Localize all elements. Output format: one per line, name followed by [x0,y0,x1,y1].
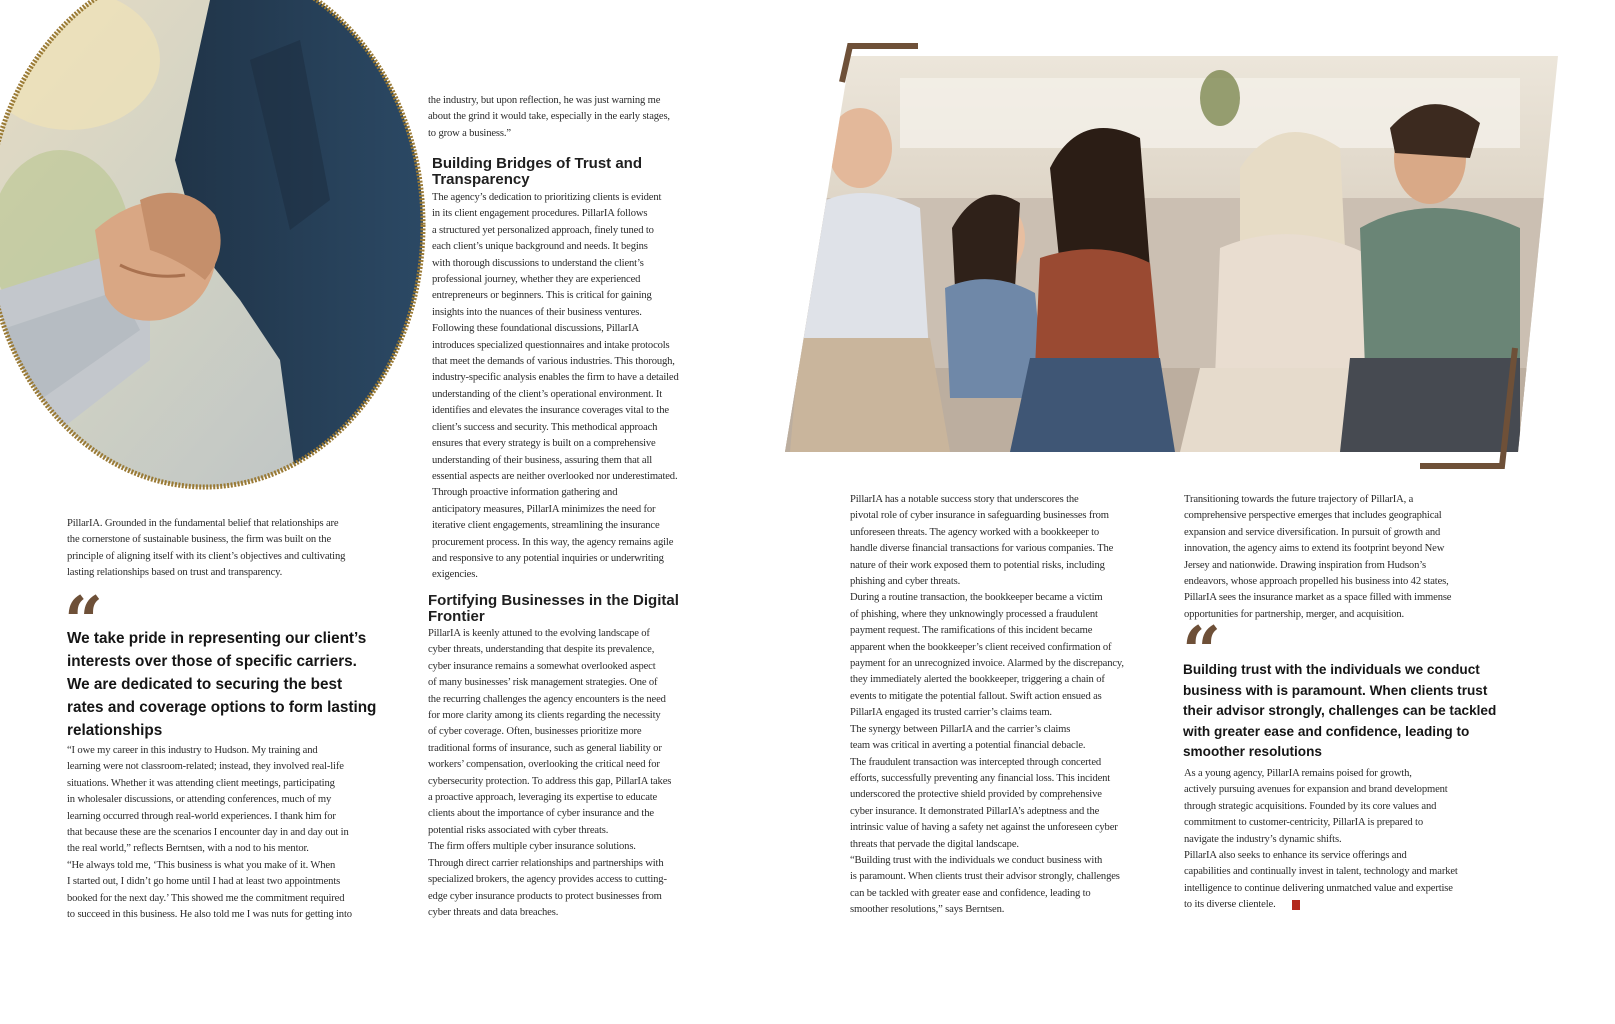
handshake-photo [0,0,440,510]
quote-icon: “ [64,592,104,636]
quote-icon: “ [1182,622,1222,666]
end-mark-icon [1292,900,1300,910]
cyber-section-text: PillarIA is keenly attuned to the evolving landscape of cyber threats, understanding that despite its prevalence, cyber insurance remains a somewhat overlooked aspect of many businesses’ risk management strategies. One of the recurring challenges the agency encounters is the need for more clarity among its clients regarding the necessity of cyber coverage. Often, businesses prioritize more traditional forms of insurance, such as general liability or workers’ compensation, overlooking the critical need for cybersecurity protection. To address this gap, PillarIA takes a proactive approach, leveraging its expertise to educate clients about the importance of cyber insurance and the potential risks associated with cyber threats. The firm offers multiple cyber insurance solutions. Through direct carrier relationships and partnerships with specialized brokers, the agency provides access to cutting- edge cyber insurance products to protect businesses from cyber threats and data breaches. [428,628,672,918]
family-photo [780,38,1570,474]
right-col2-bottom-text: As a young agency, PillarIA remains poised for growth, actively pursuing avenues for expansion and brand development through strategic acquisitions. Founded by its core values and commitment to customer-centricity, PillarIA is prepared to navigate the industry’s dynamic shifts. PillarIA also seeks to enhance its service offerings and capabilities and continually invest in talent, technology and market intelligence to continue delivering unmatched value and expertise to its diverse clientele. [1184,768,1458,911]
right-col1-text: PillarIA has a notable success story that underscores the pivotal role of cyber insurance in safeguarding businesses from unforeseen threats. The agency worked with a bookkeeper to handle diverse financial transactions for various companies. The nature of their work exposed them to potential risks, including phishing and cyber threats. During a routine transaction, the bookkeeper became a victim of phishing, where they unknowingly processed a fraudulent payment request. The ramifications of this incident became apparent when the bookkeeper’s client received confirmation of payment for an unrecognized invoice. Alarmed by the discrepancy, they immediately alerted the bookkeeper, triggering a chain of events to mitigate the potential fallout. Swift action ensued as PillarIA engaged its trusted carrier’s claims team. The synergy between PillarIA and the carrier’s claims team was critical in averting a potential financial debacle. The fraudulent transaction was intercepted through concerted efforts, successfully preventing any financial loss. This incident underscored the protective shield provided by comprehensive cyber insurance. It demonstrated PillarIA’s adeptness and the intrinsic value of having a safety net against the unforeseen cyber threats that pervade the digital landscape. “Building trust with the individuals we conduct business with is paramount. When clients trust their advisor strongly, challenges can be tackled with greater ease and confidence, leading to smoother resolutions,” says Berntsen. [850,494,1124,916]
right-pull-quote: Building trust with the individuals we conduct business with is paramount. When clients trust their advisor strongly, challenges can be tackled with greater ease and confidence, leading to smoother resolutions [1183,662,1497,759]
heading-digital-frontier: Fortifying Businesses in the Digital Frontier [428,592,679,625]
left-intro-text: PillarIA. Grounded in the fundamental belief that relationships are the cornerstone of sustainable business, the firm was built on the principle of aligning itself with its client’s objectives and cultivating lasting relationships based on trust and transparency. [67,518,346,579]
right-col2-top-text: Transitioning towards the future trajectory of PillarIA, a comprehensive perspective emerges that includes geographical expansion and service diversification. In pursuit of growth and innovation, the agency aims to extend its footprint beyond New Jersey and nationwide. Drawing inspiration from Hudson’s endeavors, whose approach propelled his business into 42 states, PillarIA sees the insurance market as a space filled with immense opportunities for partnership, merger, and acquisition. [1184,494,1452,620]
left-col2-top-text: the industry, but upon reflection, he was just warning me about the grind it would take, especially in the early stages, to grow a business.” [428,95,670,139]
left-col1-text: “I owe my career in this industry to Hudson. My training and learning were not classroom-related; instead, they involved real-life situations. Whether it was attending client meetings, participating in wholesaler discussions, or attending conferences, much of my learning occurred through real-world experiences. I thank him for that because these are the scenarios I encounter day in and day out in the real world,” reflects Berntsen, with a nod to his mentor. “He always told me, ‘This business is what you make of it. When I started out, I didn’t go home until I had at least two appointments booked for the next day.’ This showed me the commitment required to succeed in this business. He also told me I was nuts for getting into [67,745,352,921]
left-pull-quote: We take pride in representing our client’s interests over those of specific carriers. We are dedicated to securing the best rates and coverage options to form lasting relationships [67,630,377,739]
trust-section-text: The agency’s dedication to prioritizing clients is evident in its client engagement procedures. PillarIA follows a structured yet personalized approach, finely tuned to each client’s unique background and needs. It begins with thorough discussions to understand the client’s professional journey, whether they are experienced entrepreneurs or beginners. This is critical for gaining insights into the nuances of their business ventures. Following these foundational discussions, PillarIA introduces specialized questionnaires and intake protocols that meet the demands of various industries. This thorough, industry-specific analysis enables the firm to have a detailed understanding of the client’s operational environment. It identifies and elevates the insurance coverages vital to the client’s success and security. This methodical approach ensures that every strategy is built on a comprehensive understanding of their business, assuring them that all essential aspects are neither overlooked nor underestimated. Through proactive information gathering and anticipatory measures, PillarIA minimizes the need for iterative client engagements, streamlining the insurance procurement process. In this way, the agency remains agile and responsive to any potential inquiries or underwriting exigencies. [432,192,679,581]
heading-trust-transparency: Building Bridges of Trust and Transparency [432,155,642,188]
